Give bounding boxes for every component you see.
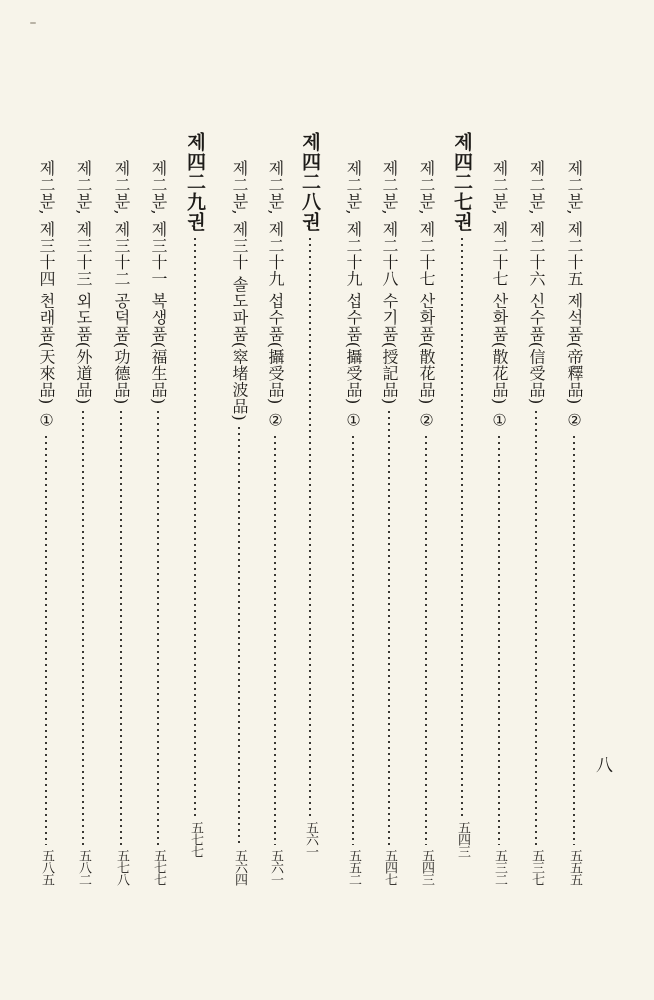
volume-heading — [449, 132, 475, 857]
volume-page: 五四三 — [455, 821, 470, 857]
toc-entry-title: 제二분, 제三十二 공덕품(功德品) — [112, 160, 131, 405]
toc-entry-title: 제二분, 제二十九 섭수품(攝受品) ① — [344, 160, 363, 430]
toc-entry — [108, 160, 134, 885]
toc-entry — [413, 160, 439, 885]
dot-leader — [388, 409, 390, 845]
dot-leader — [45, 434, 47, 845]
toc-entry — [70, 160, 96, 885]
dot-leader — [157, 409, 159, 845]
dot-leader — [498, 434, 500, 845]
toc-entry — [523, 160, 549, 885]
dot-leader — [461, 236, 463, 817]
toc-entry — [340, 160, 366, 885]
toc-entry — [376, 160, 402, 885]
toc-entry — [33, 160, 59, 885]
toc-entry-page: 五八二 — [76, 849, 91, 885]
dot-leader — [274, 434, 276, 845]
toc-entry — [226, 160, 252, 885]
folio-page-number: 八 — [592, 756, 612, 773]
toc-entry-page: 五五二 — [346, 849, 361, 885]
toc-entry-title: 제二분, 제三十 솔도파품(窣堵波品) — [230, 160, 249, 422]
toc-entry-page: 五七七 — [151, 849, 166, 885]
dot-leader — [82, 409, 84, 845]
toc-entry — [145, 160, 171, 885]
dot-leader — [238, 425, 240, 845]
toc-entry-title: 제二분, 제二十五 제석품(帝釋品) ② — [565, 160, 584, 430]
toc-entry-page: 五六四 — [232, 849, 247, 885]
dot-leader — [425, 434, 427, 845]
dot-leader — [352, 434, 354, 845]
toc-entry-page: 五三七 — [529, 849, 544, 885]
dot-leader — [194, 236, 196, 817]
toc-entry-title: 제二분, 제二十八 수기품(授記品) — [380, 160, 399, 405]
toc-entry-page: 五四七 — [382, 849, 397, 885]
toc-entry-title: 제二분, 제二十七 산화품(散花品) ② — [417, 160, 436, 430]
toc-entry-title: 제二분, 제二十六 신수품(信受品) — [527, 160, 546, 405]
volume-heading — [182, 132, 208, 857]
toc-entry-page: 五七八 — [114, 849, 129, 885]
toc-entry-title: 제二분, 제三十三 외도품(外道品) — [74, 160, 93, 405]
toc-entry-title: 제二분, 제三十四 천래품(天來品) ① — [37, 160, 56, 430]
volume-page: 五七七 — [188, 821, 203, 857]
volume-title: 제四二八권 — [299, 132, 321, 232]
volume-heading — [297, 132, 323, 857]
toc-entry-page: 五三二 — [492, 849, 507, 885]
toc-entry-page: 五六一 — [268, 849, 283, 885]
toc-entry-page: 五四三 — [419, 849, 434, 885]
volume-page: 五六一 — [303, 821, 318, 857]
volume-title: 제四二七권 — [451, 132, 473, 232]
dot-leader — [309, 236, 311, 817]
toc-entry-title: 제二분, 제二十七 산화품(散花品) ① — [490, 160, 509, 430]
toc-entry-title: 제二분, 제三十一 복생품(福生品) — [149, 160, 168, 405]
toc-entry — [561, 160, 587, 885]
paper-speck — [30, 22, 36, 24]
toc-entry-title: 제二분, 제二十九 섭수품(攝受品) ② — [266, 160, 285, 430]
dot-leader — [535, 409, 537, 845]
toc-entry — [262, 160, 288, 885]
toc-entry-page: 五五五 — [567, 849, 582, 885]
toc-entry — [486, 160, 512, 885]
volume-title: 제四二九권 — [184, 132, 206, 232]
dot-leader — [573, 434, 575, 845]
toc-entry-page: 五八五 — [39, 849, 54, 885]
dot-leader — [120, 409, 122, 845]
